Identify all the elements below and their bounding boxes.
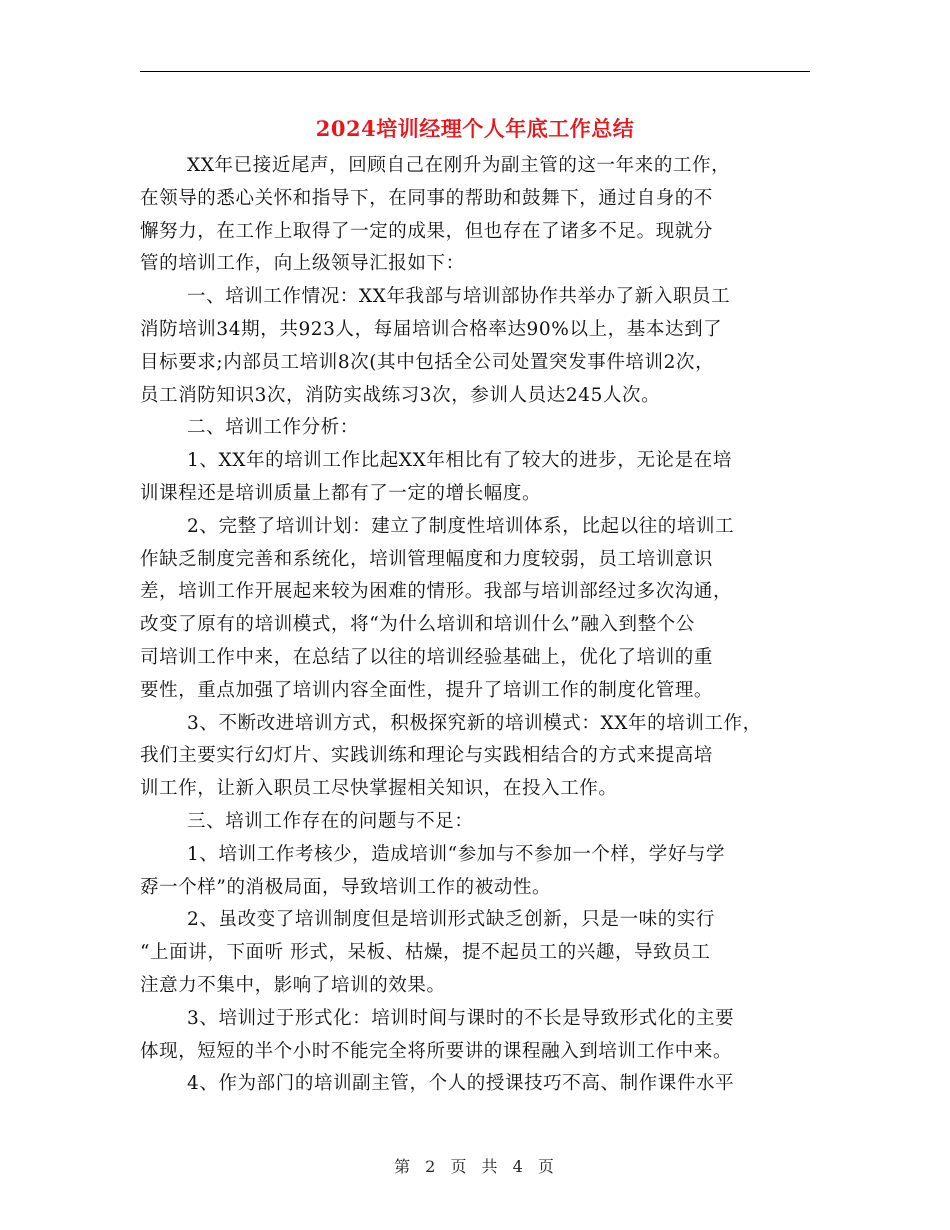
paragraph (140, 511, 810, 708)
document-body (140, 150, 810, 1101)
text-line: 目标要求;内部员工培训8次(其中包括全公司处置突发事件培训2次， (140, 351, 715, 373)
paragraph (140, 806, 810, 839)
paragraph (140, 412, 810, 445)
text-line: 要性，重点加强了培训内容全面性，提升了培训工作的制度化管理。 (140, 679, 714, 701)
text-line: 二、培训工作分析： (187, 417, 359, 439)
text-line: 员工消防知识3次，消防实战练习3次，参训人员达245人次。 (140, 384, 661, 406)
text-line: 消防培训34期，共923人，每届培训合格率达90%以上，基本达到了 (140, 318, 723, 340)
text-line: “上面讲，下面听 形式，呆板、枯燥，提不起员工的兴趣，导致员工 (140, 942, 711, 964)
text-line: 改变了原有的培训模式，将“为什么培训和培训什么”融入到整个公 (140, 614, 695, 636)
text-line: 2、虽改变了培训制度但是培训形式缺乏创新，只是一味的实行 (187, 909, 716, 931)
text-line: 三、培训工作存在的问题与不足： (187, 810, 474, 832)
paragraph (140, 839, 810, 905)
page-number-footer: 第 2 页 共 4 页 (394, 1157, 556, 1176)
text-line: 训工作，让新入职员工尽快掌握相关知识，在投入工作。 (140, 778, 618, 800)
text-line: 3、不断改进培训方式，积极探究新的培训模式：XX年的培训工作， (187, 712, 762, 734)
text-line: 1、培训工作考核少，造成培训“参加与不参加一个样，学好与学 (187, 843, 726, 865)
paragraph (140, 150, 810, 281)
text-line: 1、XX年的培训工作比起XX年相比有了较大的进步，无论是在培 (187, 450, 732, 472)
text-line: 一、培训工作情况：XX年我部与培训部协作共举办了新入职员工 (187, 286, 731, 308)
paragraph (140, 281, 810, 412)
text-line: 注意力不集中，影响了培训的效果。 (140, 974, 446, 996)
paragraph (140, 708, 810, 806)
document-title: 2024培训经理个人年底工作总结 (315, 116, 635, 141)
text-line: XX年已接近尾声，回顾自己在刚升为副主管的这一年来的工作， (187, 155, 731, 176)
text-line: 体现，短短的半个小时不能完全将所要讲的课程融入到培训工作中来。 (140, 1040, 733, 1062)
text-line: 管的培训工作，向上级领导汇报如下： (140, 253, 465, 275)
text-line: 2、完整了培训计划：建立了制度性培训体系，比起以往的培训工 (187, 515, 735, 537)
paragraph (140, 445, 810, 511)
text-line: 在领导的悉心关怀和指导下，在同事的帮助和鼓舞下，通过自身的不 (140, 187, 714, 209)
header-rule (140, 71, 810, 72)
paragraph (140, 904, 810, 1002)
text-line: 司培训工作中来，在总结了以往的培训经验基础上，优化了培训的重 (140, 646, 714, 668)
text-line: 差，培训工作开展起来较为困难的情形。我部与培训部经过多次沟通， (140, 581, 733, 603)
text-line: 3、培训过于形式化：培训时间与课时的不长是导致形式化的主要 (187, 1007, 735, 1029)
text-line: 孬一个样”的消极局面，导致培训工作的被动性。 (140, 876, 552, 898)
paragraph (140, 1003, 810, 1069)
text-line: 懈努力，在工作上取得了一定的成果，但也存在了诸多不足。现就分 (140, 220, 714, 242)
paragraph (140, 1068, 810, 1101)
text-line: 训课程还是培训质量上都有了一定的增长幅度。 (140, 482, 542, 504)
text-line: 4、作为部门的培训副主管，个人的授课技巧不高、制作课件水平 (187, 1073, 735, 1095)
text-line: 作缺乏制度完善和系统化，培训管理幅度和力度较弱，员工培训意识 (140, 548, 714, 570)
text-line: 我们主要实行幻灯片、实践训练和理论与实践相结合的方式来提高培 (140, 745, 714, 767)
